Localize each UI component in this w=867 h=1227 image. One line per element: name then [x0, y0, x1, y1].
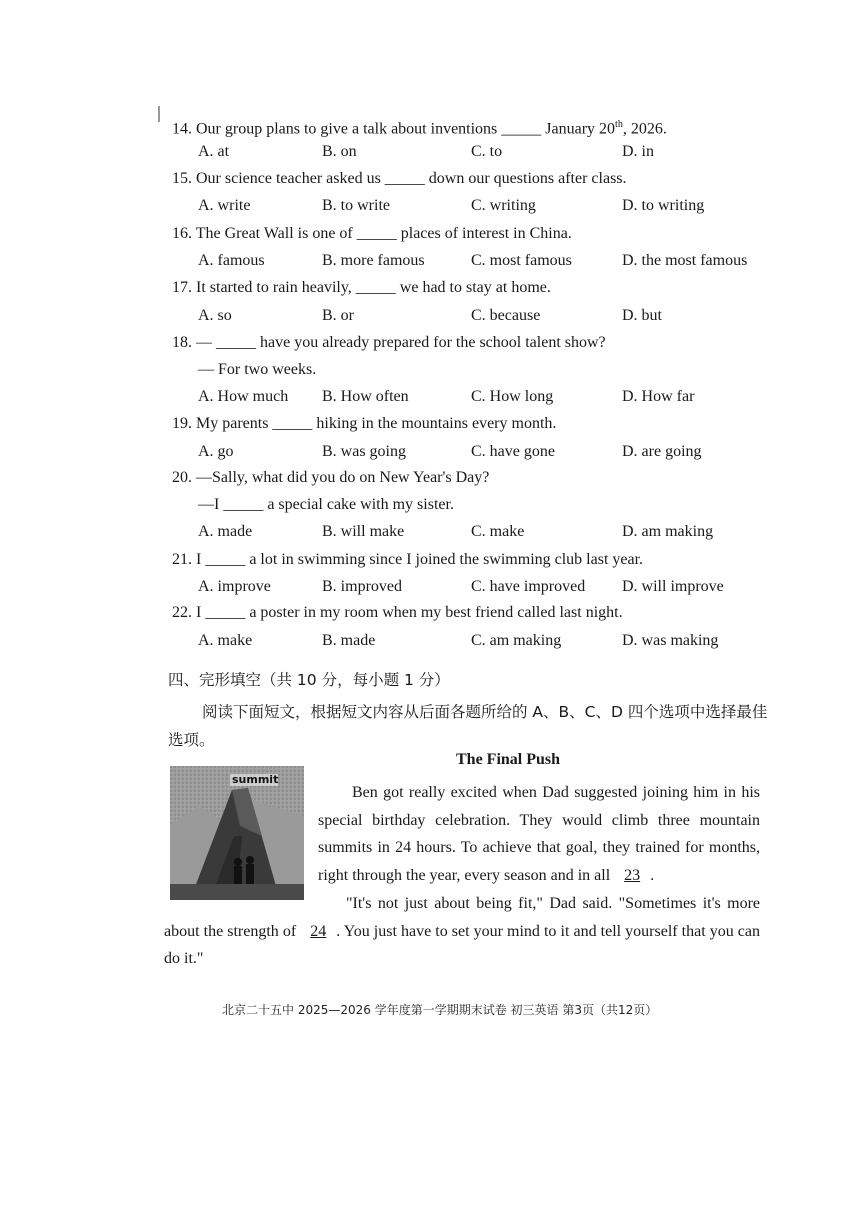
option-c: C. writing	[471, 197, 536, 214]
question-19: 19. My parents _____ hiking in the mountains every month.	[172, 415, 557, 432]
options-17	[198, 306, 798, 326]
options-19	[198, 442, 798, 462]
option-d: D. the most famous	[622, 252, 748, 269]
question-20: 20. —Sally, what did you do on New Year's Day?	[172, 469, 490, 486]
question-stem-tail: , 2026.	[622, 120, 667, 138]
options-21	[198, 577, 798, 597]
option-c: C. most famous	[471, 252, 572, 269]
question-22: 22. I _____ a poster in my room when my best friend called last night.	[172, 604, 623, 621]
option-c: C. have gone	[471, 443, 555, 460]
option-c: C. to	[471, 143, 503, 160]
option-c: C. have improved	[471, 578, 586, 595]
option-a: A. improve	[198, 578, 271, 595]
options-22	[198, 631, 798, 651]
summit-sign-text: summit	[232, 773, 279, 786]
passage-title: The Final Push	[456, 751, 561, 768]
option-c: C. How long	[471, 388, 554, 405]
option-b: B. or	[322, 307, 354, 324]
question-18: 18. — _____ have you already prepared for the school talent show?	[172, 334, 606, 351]
option-b: B. will make	[322, 523, 405, 540]
option-a: A. go	[198, 443, 234, 460]
option-b: B. was going	[322, 443, 406, 460]
option-d: D. in	[622, 143, 654, 160]
option-d: D. but	[622, 307, 662, 324]
option-b: B. to write	[322, 197, 390, 214]
mountain-summit-photo	[170, 766, 304, 900]
option-d: D. will improve	[622, 578, 724, 595]
question-16: 16. The Great Wall is one of _____ places of interest in China.	[172, 225, 572, 242]
question-21: 21. I _____ a lot in swimming since I joined the swimming club last year.	[172, 551, 644, 568]
option-b: B. improved	[322, 578, 402, 595]
passage-paragraph-1: Ben got really excited when Dad suggested joining him in his special birthday celebration. They would climb three mountain summits in 24 hours. To achieve that goal, they trained for months, right through the year, every season and in all 23 .	[318, 784, 760, 885]
options-20	[198, 522, 798, 542]
options-16	[198, 251, 798, 271]
option-c: C. because	[471, 307, 541, 324]
option-a: A. How much	[198, 388, 289, 405]
question-stem: 14. Our group plans to give a talk about inventions _____ January 20	[172, 120, 616, 138]
option-b: B. How often	[322, 388, 409, 405]
option-a: A. made	[198, 523, 253, 540]
option-b: B. on	[322, 143, 357, 160]
option-a: A. at	[198, 143, 230, 160]
blank-24: 24	[310, 922, 327, 940]
options-15	[198, 196, 798, 216]
option-a: A. so	[198, 307, 232, 324]
option-c: C. make	[471, 523, 525, 540]
answer-line-20: —I _____ a special cake with my sister.	[198, 496, 454, 513]
question-15: 15. Our science teacher asked us _____ down our questions after class.	[172, 170, 627, 187]
option-d: D. are going	[622, 443, 702, 460]
answer-line-18: — For two weeks.	[198, 361, 317, 378]
section-heading: 四、完形填空（共 10 分，每小题 1 分）	[168, 671, 450, 689]
option-a: A. write	[198, 197, 251, 214]
option-a: A. make	[198, 632, 253, 649]
option-d: D. was making	[622, 632, 719, 649]
passage-paragraph-2: "It's not just about being fit," Dad said. "Sometimes it's more about the strength of 24 . You just have to set your mind to it and tell yourself that you can do it."	[164, 895, 761, 968]
options-18	[198, 387, 798, 407]
superscript: th	[615, 119, 623, 130]
blank-23: 23	[624, 867, 641, 885]
option-d: D. to writing	[622, 197, 705, 214]
option-d: D. How far	[622, 388, 695, 405]
option-b: B. more famous	[322, 252, 425, 269]
page-footer: 北京二十五中 2025—2026 学年度第一学期期末试卷 初三英语 第3页（共12页）	[222, 1003, 658, 1017]
option-a: A. famous	[198, 252, 265, 269]
question-14	[172, 115, 667, 139]
section-instructions: 阅读下面短文，根据短文内容从后面各题所给的 A、B、C、D 四个选项中选择最佳选项。	[168, 703, 768, 749]
option-b: B. made	[322, 632, 376, 649]
option-c: C. am making	[471, 632, 562, 649]
question-17: 17. It started to rain heavily, _____ we had to stay at home.	[172, 279, 551, 296]
option-d: D. am making	[622, 523, 714, 540]
options-14	[198, 142, 798, 162]
scan-mark	[158, 106, 160, 122]
